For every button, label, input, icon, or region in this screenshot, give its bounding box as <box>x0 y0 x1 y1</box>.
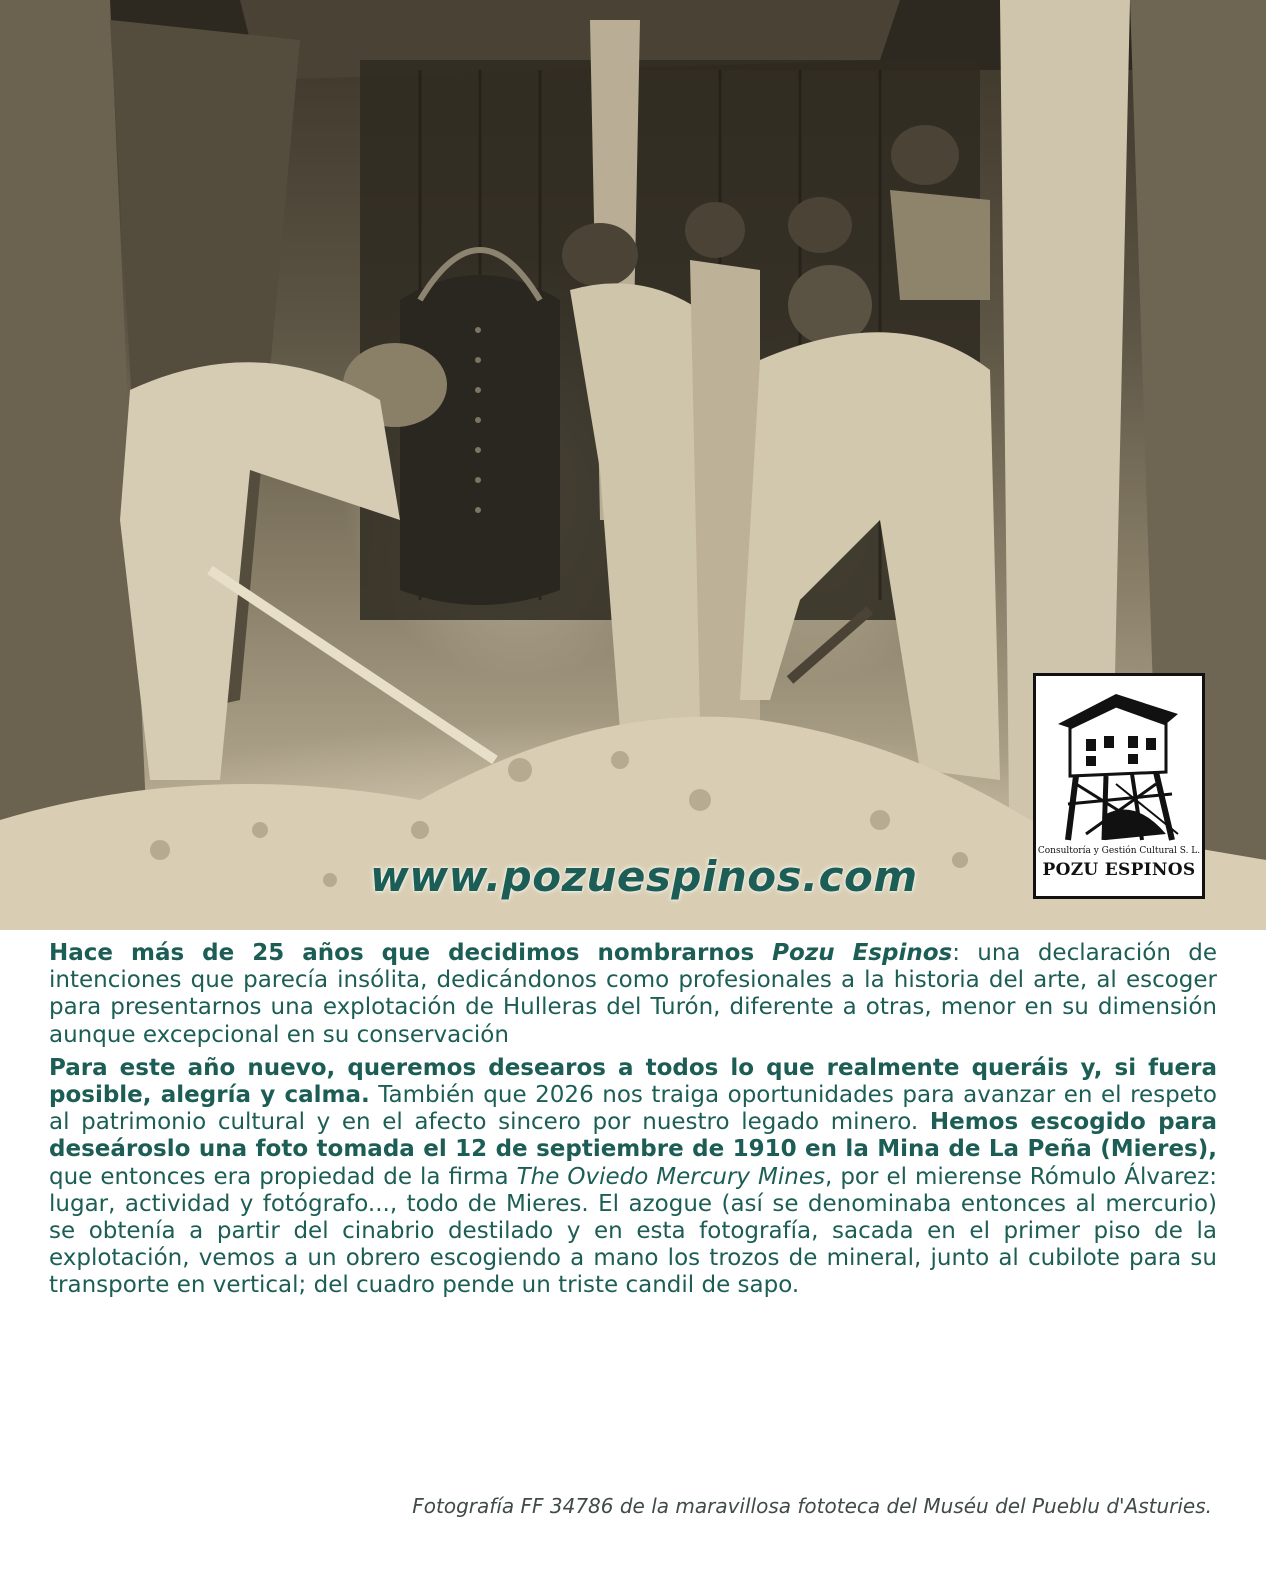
paragraph-intro <box>49 940 1217 1049</box>
body-text <box>49 940 1217 1306</box>
wishes-text-3: , por el mierense Rómulo Álvarez: lugar, actividad y fotógrafo..., todo de Mieres. El azogue (así se denominaba entonces al mercurio) se obtenía a partir del cinabrio destilado y en esta fotografía, sacada en el primer piso de la explotación, vemos a un obrero escogiendo a mano los trozos de mineral, junto al cubilote para su transporte en vertical; del cuadro pende un triste candil de sapo. <box>49 1163 1217 1299</box>
wishes-text-1: También que 2026 nos traiga oportunidades para avanzar en el respeto al patrimonio cultural y en el afecto sincero por nuestro legado minero. <box>49 1082 1217 1136</box>
logo-name: POZU ESPINOS <box>1042 860 1196 880</box>
wishes-bold-1: Para este año nuevo, queremos desearos a todos lo que realmente queráis y, si fuera posible, alegría y calma. <box>49 1054 1217 1109</box>
wishes-firm-name: The Oviedo Mercury Mines <box>516 1163 825 1190</box>
pozu-espinos-logo <box>1033 673 1205 899</box>
intro-company-name: Pozu Espinos <box>772 940 953 966</box>
kibble-bucket <box>400 275 560 605</box>
logo-subtitle: Consultoría y Gestión Cultural S. L. <box>1037 846 1201 856</box>
paragraph-wishes <box>49 1055 1217 1300</box>
intro-bold-lead: Hace más de 25 años que decidimos nombrarnos <box>49 940 773 966</box>
mine-headframe-icon <box>1046 684 1192 844</box>
wishes-text-2: que entonces era propiedad de la firma <box>49 1163 517 1190</box>
intro-rest: : una declaración de intenciones que parecía insólita, dedicándonos como profesionales a la historia del arte, al escoger para presentarnos una explotación de Hulleras del Turón, diferente a otras, menor en su dimensión aunque excepcional en su conservación <box>49 940 1218 1048</box>
wishes-bold-2: Hemos escogido para deseároslo una foto tomada el 12 de septiembre de 1910 en la Mina de La Peña (Mieres), <box>49 1109 1217 1163</box>
photo-credit: Fotografía FF 34786 de la maravillosa fototeca del Muséu del Pueblu d'Asturies. <box>412 1494 1212 1518</box>
website-url[interactable]: www.pozuespinos.com <box>370 852 918 901</box>
pick-handle <box>790 610 870 680</box>
